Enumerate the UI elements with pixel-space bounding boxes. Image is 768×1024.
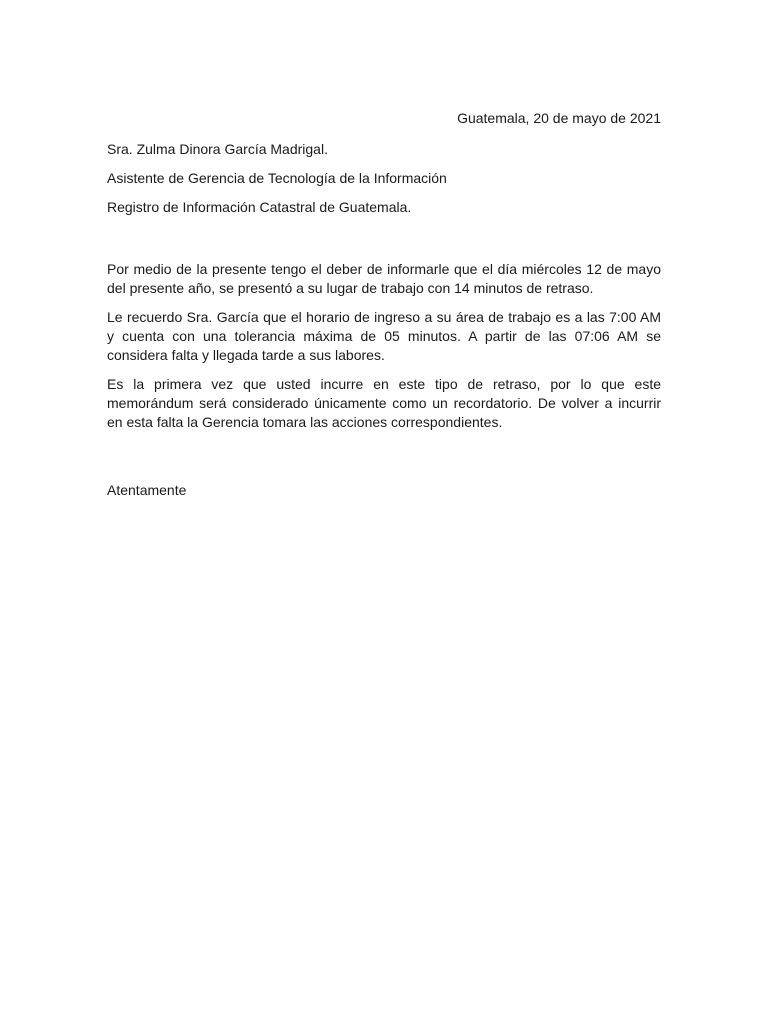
addressee-position: Asistente de Gerencia de Tecnología de la Información: [107, 170, 447, 186]
body-paragraph: Por medio de la presente tengo el deber de informarle que el día miércoles 12 de mayo del presente año, se presentó a su lugar de trabajo con 14 minutos de retraso.: [107, 261, 661, 296]
addressee-organization: Registro de Información Catastral de Guatemala.: [107, 199, 412, 215]
body-paragraph: Es la primera vez que usted incurre en este tipo de retraso, por lo que este memorándum será considerado únicamente como un recordatorio. De volver a incurrir en esta falta la Gerencia tomara las acciones correspondientes.: [107, 376, 661, 430]
body-paragraph: Le recuerdo Sra. García que el horario de ingreso a su área de trabajo es a las 7:00 AM y cuenta con una tolerancia máxima de 05 minutos. A partir de las 07:06 AM se considera falta y llegada tarde a sus labores.: [107, 309, 661, 363]
addressee-name: Sra. Zulma Dinora García Madrigal.: [107, 141, 328, 157]
letter-body: [107, 260, 661, 442]
letter-date: Guatemala, 20 de mayo de 2021: [457, 110, 661, 126]
letter-closing: Atentamente: [107, 482, 187, 498]
addressee-block: [107, 140, 447, 227]
